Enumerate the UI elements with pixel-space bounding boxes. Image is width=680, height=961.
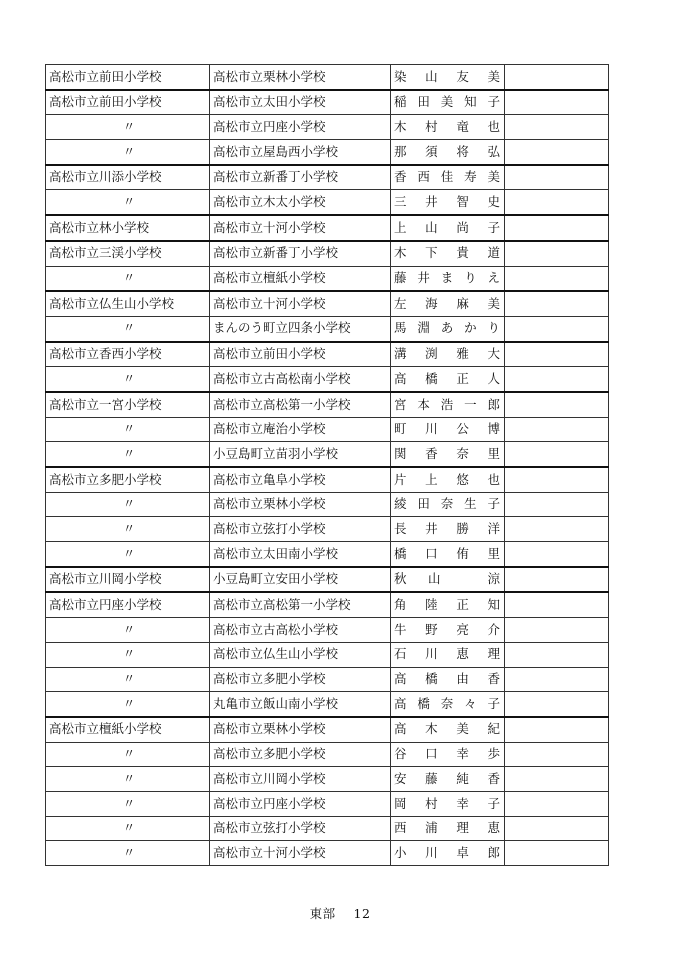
former-school-cell: 高松市立川添小学校 — [46, 165, 210, 190]
former-school-cell: 〃 — [46, 115, 210, 140]
remarks-cell — [505, 367, 609, 392]
new-school-cell: 高松市立十河小学校 — [210, 215, 391, 241]
table-row — [46, 467, 609, 492]
table-row — [46, 241, 609, 266]
teacher-name-cell — [391, 717, 505, 742]
table-row — [46, 65, 609, 90]
former-school-cell: 〃 — [46, 742, 210, 767]
teacher-name: 秋 山 涼 — [394, 571, 500, 587]
teacher-name-cell — [391, 115, 505, 140]
teacher-name-cell — [391, 567, 505, 593]
page-footer — [0, 904, 680, 922]
teacher-name: 牛 野 亮 介 — [394, 621, 500, 637]
teacher-name: 藤 井 ま り え — [394, 270, 500, 286]
teacher-name: 小 川 卓 郎 — [394, 844, 500, 860]
new-school-cell: 高松市立栗林小学校 — [210, 65, 391, 90]
former-school-cell: 高松市立檀紙小学校 — [46, 717, 210, 742]
teacher-name-cell — [391, 266, 505, 291]
new-school-cell: 高松市立円座小学校 — [210, 115, 391, 140]
new-school-cell: 高松市立屋島西小学校 — [210, 140, 391, 165]
table-row — [46, 417, 609, 442]
new-school-cell: 高松市立高松第一小学校 — [210, 592, 391, 617]
teacher-name-cell — [391, 65, 505, 90]
remarks-cell — [505, 667, 609, 692]
remarks-cell — [505, 266, 609, 291]
remarks-cell — [505, 392, 609, 417]
teacher-name-cell — [391, 517, 505, 542]
table-row — [46, 215, 609, 241]
former-school-cell: 高松市立仏生山小学校 — [46, 291, 210, 316]
former-school-cell: 〃 — [46, 816, 210, 841]
teacher-name-cell — [391, 492, 505, 517]
teacher-name: 関 香 奈 里 — [394, 445, 500, 461]
remarks-cell — [505, 442, 609, 467]
former-school-cell: 〃 — [46, 367, 210, 392]
remarks-cell — [505, 767, 609, 792]
former-school-cell: 高松市立三渓小学校 — [46, 241, 210, 266]
former-school-cell: 〃 — [46, 442, 210, 467]
former-school-cell: 〃 — [46, 266, 210, 291]
table-row — [46, 667, 609, 692]
remarks-cell — [505, 742, 609, 767]
teacher-name-cell — [391, 618, 505, 643]
remarks-cell — [505, 190, 609, 215]
former-school-cell: 〃 — [46, 517, 210, 542]
table-row — [46, 592, 609, 617]
former-school-cell: 高松市立前田小学校 — [46, 65, 210, 90]
new-school-cell: 高松市立太田南小学校 — [210, 542, 391, 567]
teacher-name: 馬 淵 あ か り — [394, 320, 500, 336]
new-school-cell: 小豆島町立安田小学校 — [210, 567, 391, 593]
table-row — [46, 165, 609, 190]
new-school-cell: まんのう町立四条小学校 — [210, 316, 391, 341]
table-row — [46, 190, 609, 215]
remarks-cell — [505, 717, 609, 742]
former-school-cell: 高松市立多肥小学校 — [46, 467, 210, 492]
former-school-cell: 〃 — [46, 667, 210, 692]
teacher-name: 稲 田 美 知 子 — [394, 94, 500, 110]
table-row — [46, 392, 609, 417]
remarks-cell — [505, 342, 609, 367]
new-school-cell: 小豆島町立苗羽小学校 — [210, 442, 391, 467]
new-school-cell: 高松市立多肥小学校 — [210, 742, 391, 767]
teacher-name-cell — [391, 316, 505, 341]
footer-region-label: 東部 — [309, 906, 336, 921]
teacher-name-cell — [391, 417, 505, 442]
teacher-name: 宮 本 浩 一 郎 — [394, 396, 500, 412]
table-row — [46, 542, 609, 567]
table-row — [46, 342, 609, 367]
new-school-cell: 高松市立木太小学校 — [210, 190, 391, 215]
new-school-cell: 高松市立古高松小学校 — [210, 618, 391, 643]
remarks-cell — [505, 592, 609, 617]
teacher-name: 谷 口 幸 歩 — [394, 746, 500, 762]
teacher-name-cell — [391, 816, 505, 841]
table-row — [46, 717, 609, 742]
teacher-name-cell — [391, 165, 505, 190]
table-row — [46, 742, 609, 767]
teacher-name-cell — [391, 241, 505, 266]
remarks-cell — [505, 241, 609, 266]
teacher-name-cell — [391, 291, 505, 316]
teacher-name-cell — [391, 642, 505, 667]
new-school-cell: 高松市立弦打小学校 — [210, 816, 391, 841]
teacher-name: 上 山 尚 子 — [394, 219, 500, 235]
former-school-cell: 〃 — [46, 190, 210, 215]
teacher-name: 高 橋 正 人 — [394, 370, 500, 386]
new-school-cell: 高松市立仏生山小学校 — [210, 642, 391, 667]
teacher-name: 左 海 麻 美 — [394, 295, 500, 311]
teacher-name-cell — [391, 667, 505, 692]
table-row — [46, 618, 609, 643]
teacher-name-cell — [391, 791, 505, 816]
remarks-cell — [505, 165, 609, 190]
remarks-cell — [505, 492, 609, 517]
teacher-name: 町 川 公 博 — [394, 421, 500, 437]
former-school-cell: 高松市立前田小学校 — [46, 90, 210, 115]
table-row — [46, 517, 609, 542]
new-school-cell: 高松市立川岡小学校 — [210, 767, 391, 792]
new-school-cell: 高松市立高松第一小学校 — [210, 392, 391, 417]
former-school-cell: 〃 — [46, 642, 210, 667]
remarks-cell — [505, 791, 609, 816]
table-row — [46, 442, 609, 467]
table-row — [46, 567, 609, 593]
new-school-cell: 高松市立新番丁小学校 — [210, 165, 391, 190]
teacher-name: 綾 田 奈 生 子 — [394, 496, 500, 512]
new-school-cell: 高松市立檀紙小学校 — [210, 266, 391, 291]
remarks-cell — [505, 467, 609, 492]
transfer-table-body — [46, 65, 609, 866]
new-school-cell: 高松市立多肥小学校 — [210, 667, 391, 692]
remarks-cell — [505, 567, 609, 593]
teacher-name: 木 村 竜 也 — [394, 118, 500, 134]
teacher-name: 片 上 悠 也 — [394, 471, 500, 487]
remarks-cell — [505, 115, 609, 140]
new-school-cell: 高松市立亀阜小学校 — [210, 467, 391, 492]
former-school-cell: 〃 — [46, 542, 210, 567]
teacher-name-cell — [391, 442, 505, 467]
teacher-name-cell — [391, 841, 505, 866]
remarks-cell — [505, 316, 609, 341]
former-school-cell: 〃 — [46, 316, 210, 341]
new-school-cell: 高松市立栗林小学校 — [210, 717, 391, 742]
remarks-cell — [505, 841, 609, 866]
former-school-cell: 〃 — [46, 140, 210, 165]
transfer-table — [45, 64, 609, 866]
table-row — [46, 367, 609, 392]
table-row — [46, 841, 609, 866]
teacher-name-cell — [391, 140, 505, 165]
teacher-name: 染 山 友 美 — [394, 68, 500, 84]
new-school-cell: 高松市立庵治小学校 — [210, 417, 391, 442]
table-row — [46, 90, 609, 115]
teacher-name: 岡 村 幸 子 — [394, 795, 500, 811]
teacher-name-cell — [391, 467, 505, 492]
former-school-cell: 〃 — [46, 417, 210, 442]
teacher-name-cell — [391, 592, 505, 617]
new-school-cell: 丸亀市立飯山南小学校 — [210, 692, 391, 717]
table-row — [46, 291, 609, 316]
new-school-cell: 高松市立十河小学校 — [210, 841, 391, 866]
former-school-cell: 高松市立香西小学校 — [46, 342, 210, 367]
former-school-cell: 高松市立一宮小学校 — [46, 392, 210, 417]
remarks-cell — [505, 816, 609, 841]
teacher-name: 長 井 勝 洋 — [394, 520, 500, 536]
former-school-cell: 〃 — [46, 618, 210, 643]
teacher-name: 那 須 将 弘 — [394, 143, 500, 159]
table-row — [46, 692, 609, 717]
teacher-name: 溝 渕 雅 大 — [394, 346, 500, 362]
table-row — [46, 115, 609, 140]
remarks-cell — [505, 65, 609, 90]
new-school-cell: 高松市立円座小学校 — [210, 791, 391, 816]
teacher-name: 西 浦 理 恵 — [394, 820, 500, 836]
remarks-cell — [505, 542, 609, 567]
page-number: 12 — [353, 906, 371, 921]
new-school-cell: 高松市立弦打小学校 — [210, 517, 391, 542]
teacher-name-cell — [391, 342, 505, 367]
teacher-name: 角 陸 正 知 — [394, 597, 500, 613]
teacher-name-cell — [391, 215, 505, 241]
teacher-name: 三 井 智 史 — [394, 194, 500, 210]
remarks-cell — [505, 215, 609, 241]
remarks-cell — [505, 692, 609, 717]
teacher-name: 高 橋 奈 々 子 — [394, 695, 500, 711]
new-school-cell: 高松市立十河小学校 — [210, 291, 391, 316]
table-row — [46, 316, 609, 341]
teacher-name: 橋 口 侑 里 — [394, 545, 500, 561]
remarks-cell — [505, 90, 609, 115]
former-school-cell: 高松市立円座小学校 — [46, 592, 210, 617]
new-school-cell: 高松市立古高松南小学校 — [210, 367, 391, 392]
remarks-cell — [505, 618, 609, 643]
teacher-name-cell — [391, 190, 505, 215]
teacher-name: 石 川 恵 理 — [394, 646, 500, 662]
teacher-name-cell — [391, 542, 505, 567]
new-school-cell: 高松市立新番丁小学校 — [210, 241, 391, 266]
former-school-cell: 〃 — [46, 692, 210, 717]
former-school-cell: 〃 — [46, 791, 210, 816]
teacher-name: 香 西 佳 寿 美 — [394, 169, 500, 185]
remarks-cell — [505, 291, 609, 316]
former-school-cell: 〃 — [46, 841, 210, 866]
teacher-name-cell — [391, 692, 505, 717]
table-row — [46, 140, 609, 165]
remarks-cell — [505, 642, 609, 667]
table-row — [46, 791, 609, 816]
former-school-cell: 高松市立川岡小学校 — [46, 567, 210, 593]
remarks-cell — [505, 417, 609, 442]
teacher-name: 高 木 美 紀 — [394, 721, 500, 737]
teacher-name: 安 藤 純 香 — [394, 770, 500, 786]
teacher-name: 木 下 貴 道 — [394, 245, 500, 261]
remarks-cell — [505, 140, 609, 165]
teacher-name-cell — [391, 742, 505, 767]
former-school-cell: 〃 — [46, 767, 210, 792]
table-row — [46, 492, 609, 517]
former-school-cell: 高松市立林小学校 — [46, 215, 210, 241]
new-school-cell: 高松市立前田小学校 — [210, 342, 391, 367]
teacher-name-cell — [391, 367, 505, 392]
table-row — [46, 266, 609, 291]
table-row — [46, 767, 609, 792]
teacher-name-cell — [391, 392, 505, 417]
new-school-cell: 高松市立栗林小学校 — [210, 492, 391, 517]
former-school-cell: 〃 — [46, 492, 210, 517]
new-school-cell: 高松市立太田小学校 — [210, 90, 391, 115]
teacher-name-cell — [391, 767, 505, 792]
teacher-name-cell — [391, 90, 505, 115]
table-row — [46, 816, 609, 841]
table-row — [46, 642, 609, 667]
remarks-cell — [505, 517, 609, 542]
teacher-name: 高 橋 由 香 — [394, 671, 500, 687]
